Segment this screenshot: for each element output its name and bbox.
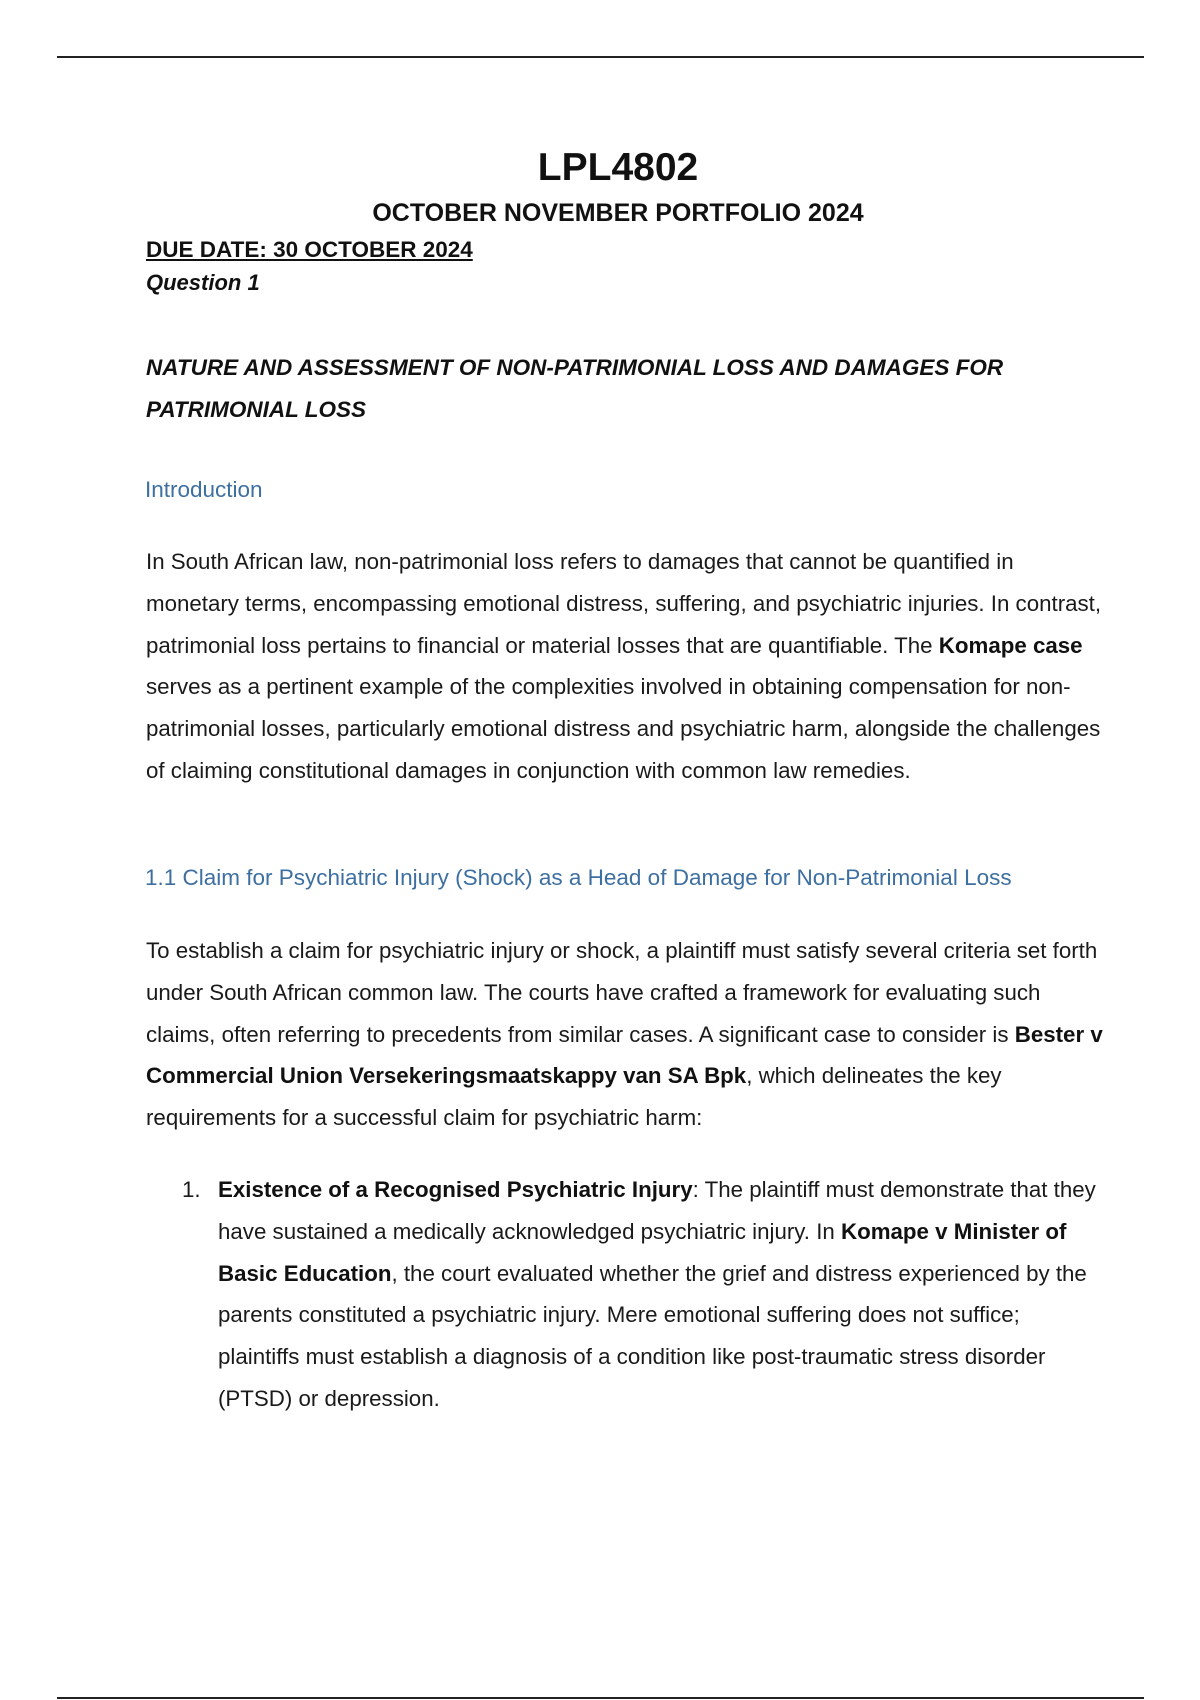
section-heading: NATURE AND ASSESSMENT OF NON-PATRIMONIAL LOSS AND DAMAGES FOR PATRIMONIAL LOSS xyxy=(146,355,1004,422)
list-item xyxy=(146,1169,1106,1420)
bottom-rule xyxy=(57,1697,1144,1699)
portfolio-title: OCTOBER NOVEMBER PORTFOLIO 2024 xyxy=(372,199,864,227)
introduction-text-1: In South African law, non-patrimonial loss refers to damages that cannot be quantified in monetary terms, encompassing emotional distress, suffering, and psychiatric injuries. In contrast, patrimonial loss pertains to financial or material losses that are quantifiable. The xyxy=(146,549,1102,658)
list-item-text-2: , the court evaluated whether the grief and distress experienced by the parents constituted a psychiatric injury. Mere emotional suffering does not suffice; plaintiffs must establish a diagnosis of a condition like post-traumatic stress disorder (PTSD) or depression. xyxy=(218,1260,1087,1411)
introduction-paragraph xyxy=(146,541,1106,792)
top-rule xyxy=(57,56,1144,58)
question-label: Question 1 xyxy=(146,270,260,295)
requirements-list xyxy=(146,1169,1106,1420)
due-date: DUE DATE: 30 OCTOBER 2024 xyxy=(146,237,473,262)
introduction-text-2: serves as a pertinent example of the complexities involved in obtaining compensation for non-patrimonial losses, particularly emotional distress and psychiatric harm, alongside the challenges of claiming constitutional damages in conjunction with common law remedies. xyxy=(146,674,1101,783)
course-code: LPL4802 xyxy=(537,146,699,189)
list-item-number: 1. xyxy=(182,1177,201,1202)
komape-case-bold: Komape case xyxy=(938,632,1083,658)
section-1-1-text-1: To establish a claim for psychiatric injury or shock, a plaintiff must satisfy several criteria set forth under South African common law. The courts have crafted a framework for evaluating such claims, often referring to precedents from similar cases. A significant case to consider is xyxy=(146,938,1098,1047)
introduction-heading: Introduction xyxy=(145,477,263,502)
list-item-case: Komape v Minister of Basic Education xyxy=(218,1218,1067,1286)
section-1-1-heading: 1.1 Claim for Psychiatric Injury (Shock) as a Head of Damage for Non-Patrimonial Loss xyxy=(145,865,1012,890)
bester-case-bold: Bester v Commercial Union Versekeringsmaatskappy van SA Bpk xyxy=(146,1021,1103,1089)
section-1-1-paragraph xyxy=(146,930,1106,1139)
section-1-1-text-2: , which delineates the key requirements for a successful claim for psychiatric harm: xyxy=(146,1063,1002,1131)
list-item-text-1: : The plaintiff must demonstrate that they have sustained a medically acknowledged psychiatric injury. In xyxy=(218,1177,1096,1244)
list-item-title: Existence of a Recognised Psychiatric Injury xyxy=(218,1177,693,1202)
